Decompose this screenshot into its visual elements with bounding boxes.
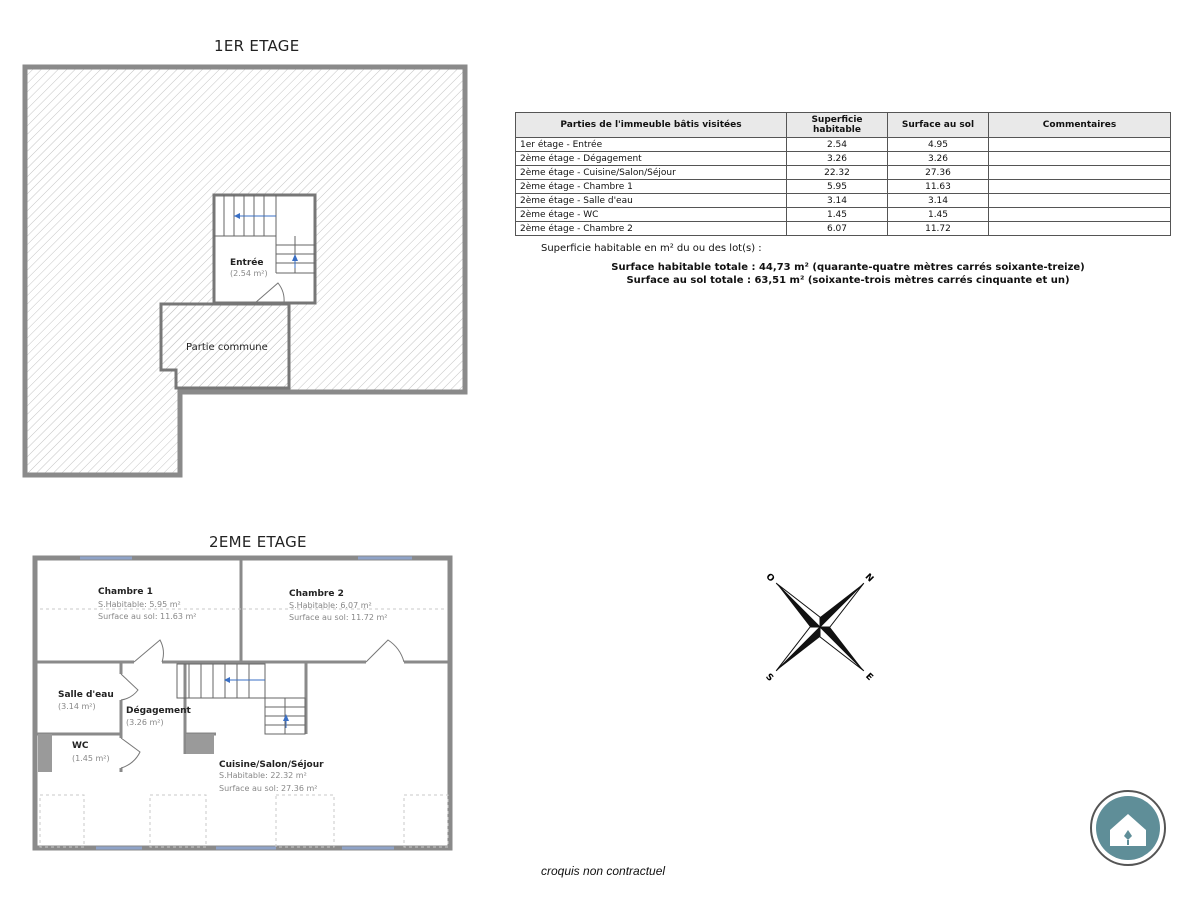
table-row xyxy=(516,138,1171,152)
table-cell xyxy=(989,194,1171,208)
degagement-label: Dégagement xyxy=(126,706,191,716)
table-cell xyxy=(989,222,1171,236)
table-cell: 4.95 xyxy=(888,138,989,152)
table-header-row xyxy=(516,113,1171,138)
cuisine-sol: Surface au sol: 27.36 m² xyxy=(219,784,318,793)
wc-area: (1.45 m²) xyxy=(72,754,110,763)
logo-house-icon xyxy=(1088,788,1168,868)
chambre2-label: Chambre 2 xyxy=(289,589,344,599)
compass-e: E xyxy=(863,671,875,683)
table-cell: 3.26 xyxy=(787,152,888,166)
column xyxy=(186,734,214,754)
second-floor-plan xyxy=(0,540,480,860)
table-cell: 22.32 xyxy=(787,166,888,180)
table-cell: 2ème étage - Cuisine/Salon/Séjour xyxy=(516,166,787,180)
first-floor-title: 1ER ETAGE xyxy=(214,37,300,55)
compass-n: N xyxy=(862,572,875,585)
table-cell: 2.54 xyxy=(787,138,888,152)
entree-label: Entrée xyxy=(230,258,264,268)
partie-commune-label: Partie commune xyxy=(186,342,268,353)
cuisine-label: Cuisine/Salon/Séjour xyxy=(219,760,324,770)
table-cell xyxy=(989,180,1171,194)
table-cell xyxy=(989,152,1171,166)
table-cell: 2ème étage - Chambre 1 xyxy=(516,180,787,194)
summary-intro: Superficie habitable en m² du ou des lot(s) : xyxy=(541,243,762,254)
compass-o: O xyxy=(763,571,777,585)
chambre1-label: Chambre 1 xyxy=(98,587,153,597)
table-cell: 11.72 xyxy=(888,222,989,236)
table-header-cell: Commentaires xyxy=(989,113,1171,138)
first-floor-plan xyxy=(0,0,480,490)
table-header-cell: Surface au sol xyxy=(888,113,989,138)
table-row xyxy=(516,152,1171,166)
table-row xyxy=(516,180,1171,194)
table-row xyxy=(516,222,1171,236)
chambre2-sol: Surface au sol: 11.72 m² xyxy=(289,613,388,622)
table-header-cell: Parties de l'immeuble bâtis visitées xyxy=(516,113,787,138)
table-cell xyxy=(989,138,1171,152)
chambre1-sol: Surface au sol: 11.63 m² xyxy=(98,612,197,621)
entree-area: (2.54 m²) xyxy=(230,269,268,278)
table-row xyxy=(516,166,1171,180)
table-cell: 5.95 xyxy=(787,180,888,194)
salle-eau-label: Salle d'eau xyxy=(58,690,114,700)
summary-sol-total: Surface au sol totale : 63,51 m² (soixante-trois mètres carrés cinquante et un) xyxy=(626,275,1070,286)
table-cell: 2ème étage - Chambre 2 xyxy=(516,222,787,236)
chambre1-habitable: S.Habitable: 5.95 m² xyxy=(98,600,181,609)
surfaces-table xyxy=(515,112,1171,236)
table-cell: 1.45 xyxy=(787,208,888,222)
chambre2-habitable: S.Habitable: 6.07 m² xyxy=(289,601,372,610)
compass-rose-icon xyxy=(750,565,890,700)
table-cell: 27.36 xyxy=(888,166,989,180)
table-cell: 2ème étage - Salle d'eau xyxy=(516,194,787,208)
wc-block xyxy=(38,734,52,772)
table-cell: 11.63 xyxy=(888,180,989,194)
table-cell xyxy=(989,208,1171,222)
disclaimer: croquis non contractuel xyxy=(541,864,666,878)
table-cell: 3.26 xyxy=(888,152,989,166)
second-floor-title: 2EME ETAGE xyxy=(209,533,307,551)
table-row xyxy=(516,194,1171,208)
table-cell: 3.14 xyxy=(888,194,989,208)
table-cell: 3.14 xyxy=(787,194,888,208)
table-cell: 1er étage - Entrée xyxy=(516,138,787,152)
table-cell xyxy=(989,166,1171,180)
degagement-area: (3.26 m²) xyxy=(126,718,164,727)
table-row xyxy=(516,208,1171,222)
table-cell: 2ème étage - WC xyxy=(516,208,787,222)
salle-eau-area: (3.14 m²) xyxy=(58,702,96,711)
summary-habitable-total: Surface habitable totale : 44,73 m² (quarante-quatre mètres carrés soixante-treize) xyxy=(611,262,1085,273)
compass-s: S xyxy=(763,672,775,684)
cuisine-habitable: S.Habitable: 22.32 m² xyxy=(219,771,307,780)
table-cell: 2ème étage - Dégagement xyxy=(516,152,787,166)
wc-label: WC xyxy=(72,741,89,751)
table-cell: 1.45 xyxy=(888,208,989,222)
table-header-cell: Superficie habitable xyxy=(787,113,888,138)
table-cell: 6.07 xyxy=(787,222,888,236)
